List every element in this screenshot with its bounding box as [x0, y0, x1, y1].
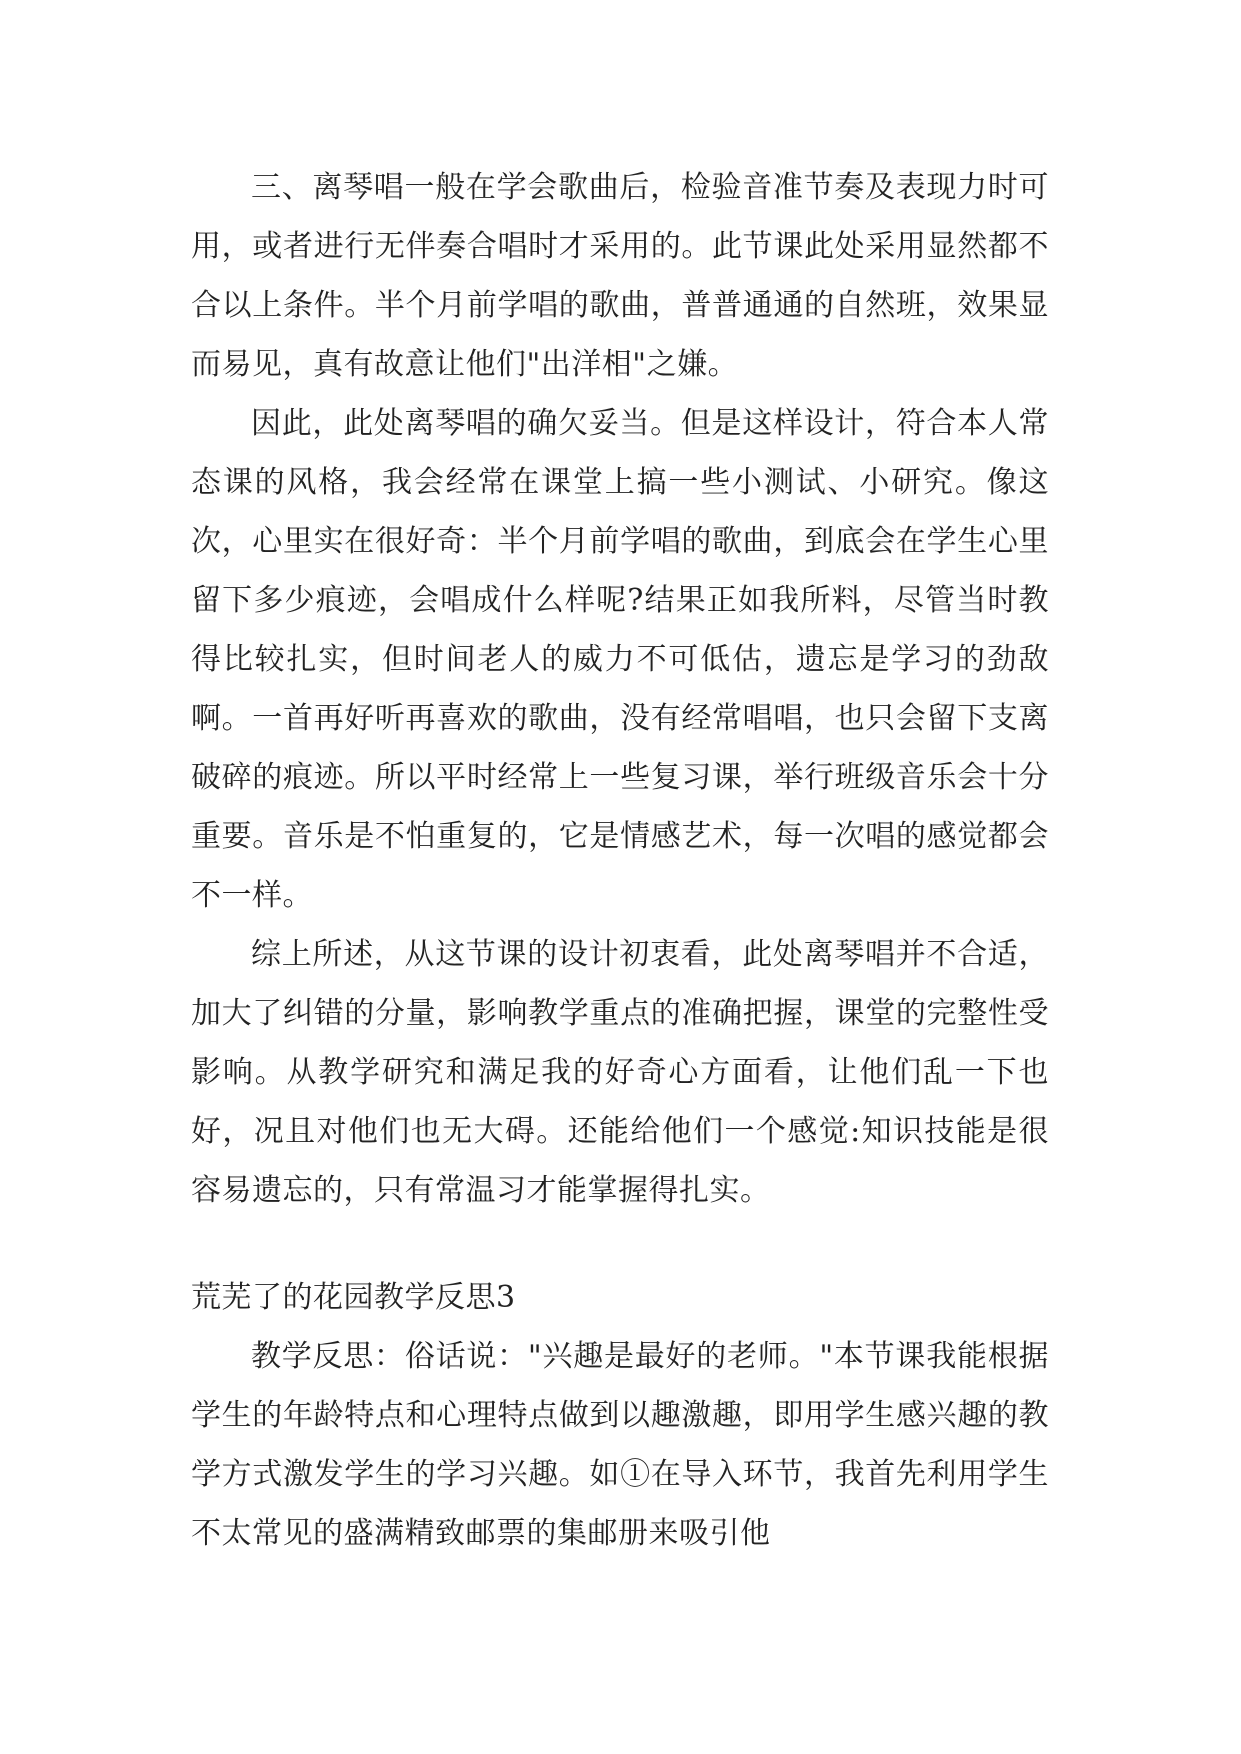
section-paragraph-1: 教学反思：俗话说："兴趣是最好的老师。"本节课我能根据学生的年龄特点和心理特点做到以趣激趣，即用学生感兴趣的教学方式激发学生的学习兴趣。如①在导入环节，我首先利用学生不太常见的盛满精致邮票的集邮册来吸引他 [191, 1339, 1049, 1551]
document-body [191, 158, 1049, 1563]
paragraph-2: 因此，此处离琴唱的确欠妥当。但是这样设计，符合本人常态课的风格，我会经常在课堂上搞一些小测试、小研究。像这次，心里实在很好奇：半个月前学唱的歌曲，到底会在学生心里留下多少痕迹，会唱成什么样呢?结果正如我所料，尽管当时教得比较扎实，但时间老人的威力不可低估，遗忘是学习的劲敌啊。一首再好听再喜欢的歌曲，没有经常唱唱，也只会留下支离破碎的痕迹。所以平时经常上一些复习课，举行班级音乐会十分重要。音乐是不怕重复的，它是情感艺术，每一次唱的感觉都会不一样。 [191, 406, 1049, 913]
paragraph-1: 三、离琴唱一般在学会歌曲后，检验音准节奏及表现力时可用，或者进行无伴奏合唱时才采用的。此节课此处采用显然都不合以上条件。半个月前学唱的歌曲，普普通通的自然班，效果显而易见，真有故意让他们"出洋相"之嫌。 [191, 170, 1049, 382]
section-heading: 荒芜了的花园教学反思3 [191, 1280, 516, 1315]
paragraph-3: 综上所述，从这节课的设计初衷看，此处离琴唱并不合适，加大了纠错的分量，影响教学重点的准确把握，课堂的完整性受影响。从教学研究和满足我的好奇心方面看，让他们乱一下也好，况且对他们也无大碍。还能给他们一个感觉:知识技能是很容易遗忘的，只有常温习才能掌握得扎实。 [191, 937, 1049, 1208]
